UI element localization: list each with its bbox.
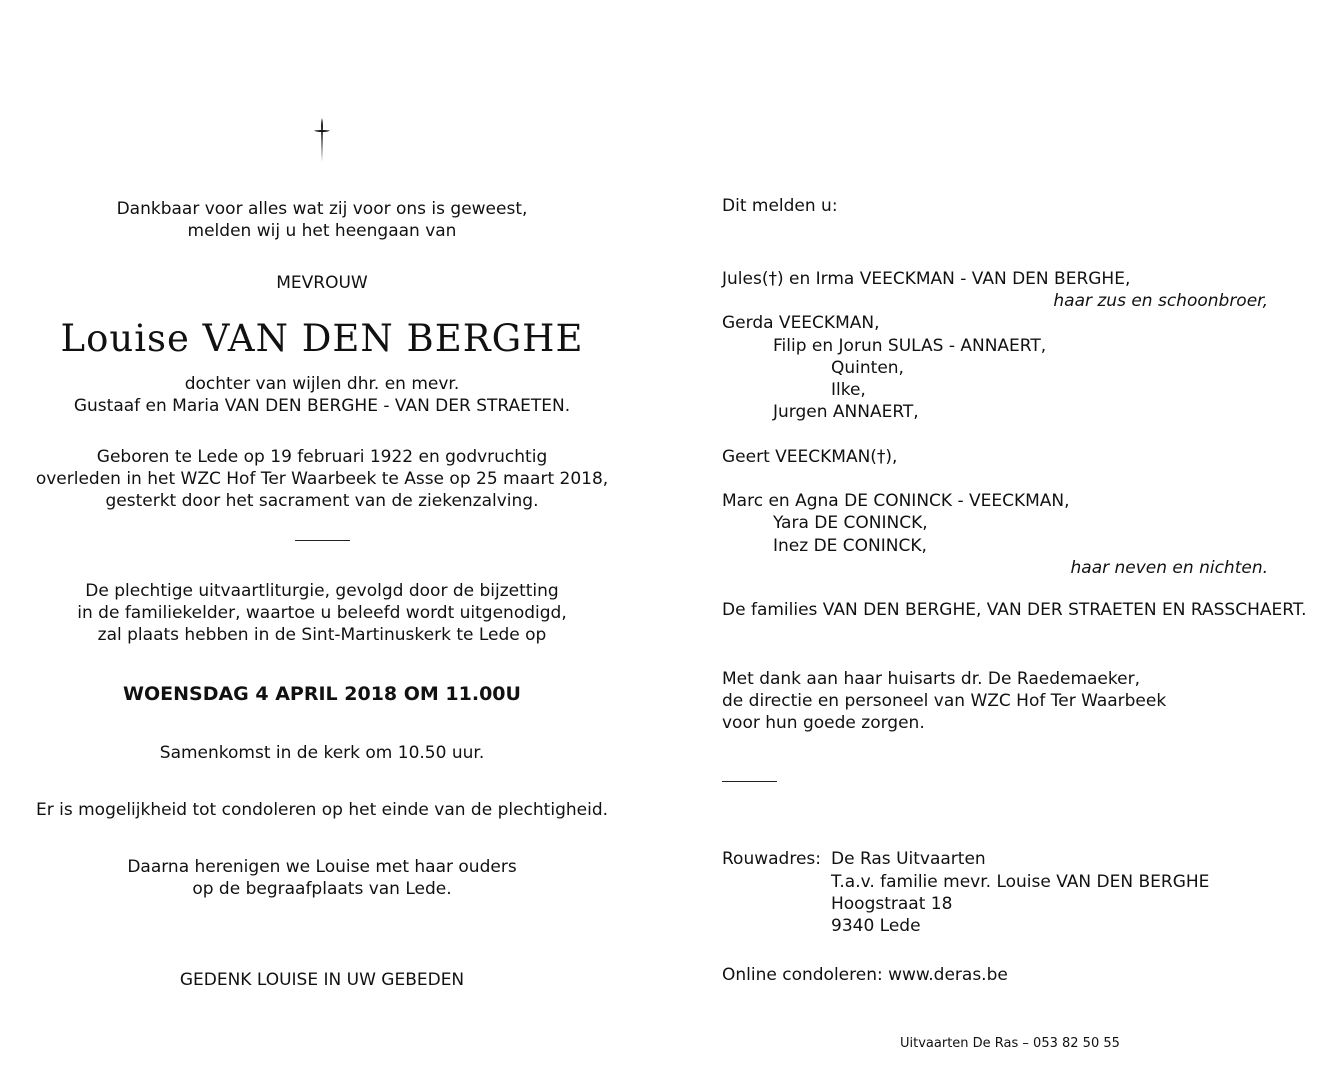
address-label: Rouwadres: — [722, 849, 821, 869]
parents-line-1: dochter van wijlen dhr. en mevr. — [184, 374, 460, 394]
remember-text: GEDENK LOUISE IN UW GEBEDEN — [179, 970, 465, 990]
address-line-2: T.a.v. familie mevr. Louise VAN DEN BERGHE — [831, 872, 1210, 892]
family-line-6: Jurgen ANNAERT, — [773, 402, 919, 422]
gathering-text: Samenkomst in de kerk om 10.50 uur. — [159, 743, 485, 763]
family-line-8: Marc en Agna DE CONINCK - VEECKMAN, — [722, 491, 1070, 511]
family-line-4: Quinten, — [831, 358, 904, 378]
reunite-line-1: Daarna herenigen we Louise met haar ouders — [127, 857, 517, 877]
address-line-4: 9340 Lede — [831, 916, 921, 936]
family-line-3: Filip en Jorun SULAS - ANNAERT, — [773, 336, 1047, 356]
family-role-1: haar zus en schoonbroer, — [1053, 291, 1268, 311]
address-line-1: De Ras Uitvaarten — [831, 849, 986, 869]
family-line-9: Yara DE CONINCK, — [773, 513, 928, 533]
birth-death-line-1: Geboren te Lede op 19 februari 1922 en godvruchtig — [96, 447, 548, 467]
cross-icon — [310, 116, 334, 164]
family-line-5: Ilke, — [831, 380, 866, 400]
online-condolence-link[interactable]: Online condoleren: www.deras.be — [722, 965, 1008, 985]
birth-death-line-3: gesterkt door het sacrament van de ziekenzalving. — [105, 491, 539, 511]
birth-death-line-2: overleden in het WZC Hof Ter Waarbeek te Asse op 25 maart 2018, — [35, 469, 609, 489]
family-line-1: Jules(†) en Irma VEECKMAN - VAN DEN BERGHE, — [722, 269, 1131, 289]
ceremony-line-1: De plechtige uitvaartliturgie, gevolgd door de bijzetting — [85, 581, 559, 601]
divider-right — [722, 781, 777, 782]
title: MEVROUW — [276, 273, 368, 293]
condolence-text: Er is mogelijkheid tot condoleren op het einde van de plechtigheid. — [35, 800, 609, 820]
divider-left — [295, 540, 350, 541]
family-line-7: Geert VEECKMAN(†), — [722, 447, 898, 467]
reunite-line-2: op de begraafplaats van Lede. — [192, 879, 452, 899]
family-line-2: Gerda VEECKMAN, — [722, 313, 880, 333]
family-line-10: Inez DE CONINCK, — [773, 536, 927, 556]
ceremony-date: WOENSDAG 4 APRIL 2018 OM 11.00U — [123, 683, 521, 705]
ceremony-line-3: zal plaats hebben in de Sint-Martinuskerk te Lede op — [97, 625, 547, 645]
intro-line-1: Dankbaar voor alles wat zij voor ons is geweest, — [116, 199, 528, 219]
address-line-3: Hoogstraat 18 — [831, 894, 953, 914]
families-text: De families VAN DEN BERGHE, VAN DER STRAETEN EN RASSCHAERT. — [722, 600, 1307, 620]
deceased-name: Louise VAN DEN BERGHE — [60, 317, 584, 360]
announce-text: Dit melden u: — [722, 196, 838, 216]
parents-line-2: Gustaaf en Maria VAN DEN BERGHE - VAN DER STRAETEN. — [73, 396, 571, 416]
ceremony-line-2: in de familiekelder, waartoe u beleefd wordt uitgenodigd, — [77, 603, 567, 623]
family-role-2: haar neven en nichten. — [1070, 558, 1268, 578]
intro-line-2: melden wij u het heengaan van — [187, 221, 457, 241]
footer-text: Uitvaarten De Ras – 053 82 50 55 — [900, 1036, 1120, 1051]
thanks-line-3: voor hun goede zorgen. — [722, 713, 925, 733]
thanks-line-2: de directie en personeel van WZC Hof Ter Waarbeek — [722, 691, 1167, 711]
thanks-line-1: Met dank aan haar huisarts dr. De Raedemaeker, — [722, 669, 1140, 689]
